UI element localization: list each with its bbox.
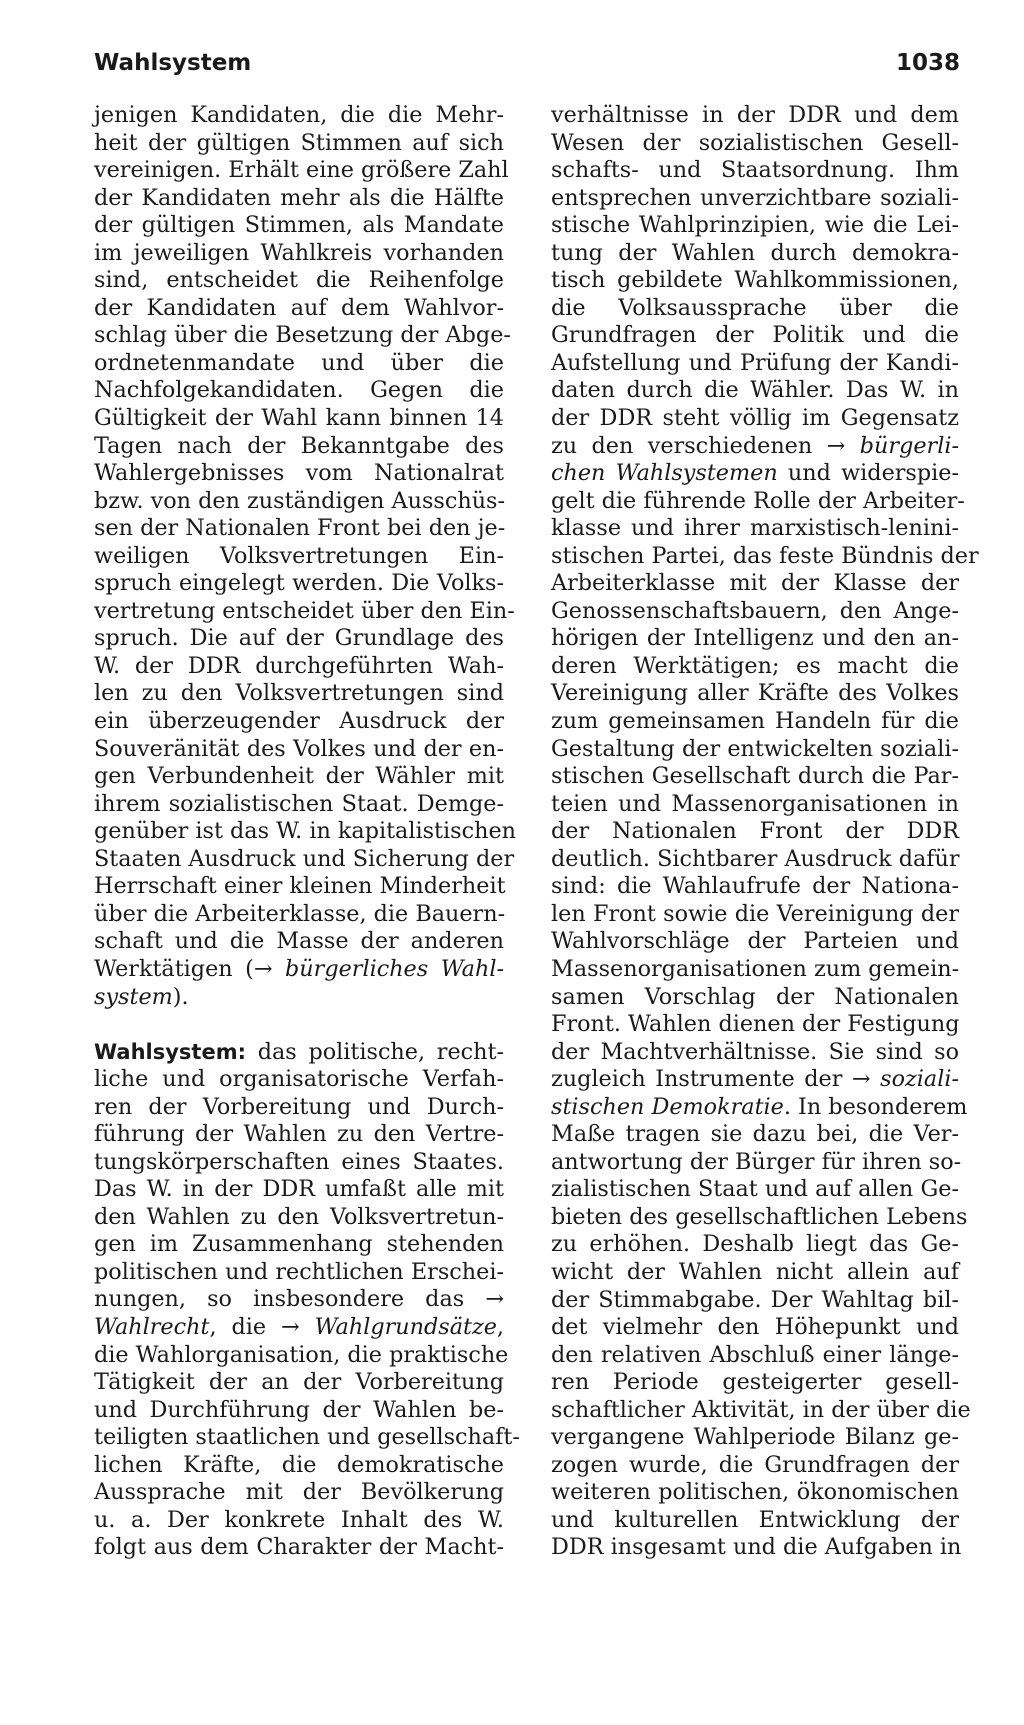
- text-line: [94, 873, 504, 901]
- text-line: [551, 1093, 968, 1122]
- text-segment: gen Verbundenheit der Wähler mit: [94, 763, 504, 790]
- text-segment: die Wahlorganisation, die praktische: [94, 1341, 509, 1368]
- text-line: [94, 322, 511, 350]
- text-segment: schaft und die Masse der anderen: [94, 928, 504, 955]
- text-segment: im jeweiligen Wahlkreis vorhanden: [94, 239, 504, 266]
- text-line: [94, 901, 504, 929]
- text-line: [94, 102, 504, 130]
- text-segment: ren der Vorbereitung und Durch-: [94, 1093, 504, 1120]
- text-line: [94, 377, 504, 405]
- text-line: [551, 846, 959, 874]
- text-segment: stische Wahlprinzipien, wie die Lei-: [551, 212, 959, 239]
- text-segment: sind, entscheidet die Reihenfolge: [94, 267, 504, 294]
- text-segment: Werktätigen (→: [94, 955, 286, 982]
- text-segment: Vereinigung aller Kräfte des Volkes: [551, 680, 959, 707]
- text-segment: zialistischen Staat und auf allen Ge-: [551, 1176, 959, 1203]
- text-segment: tungskörperschaften eines Staates.: [94, 1148, 504, 1175]
- text-line: [94, 763, 504, 791]
- text-segment: vereinigen. Erhält eine größere Zahl: [94, 157, 509, 184]
- text-segment: der DDR steht völlig im Gegensatz: [551, 405, 959, 432]
- text-line: [551, 350, 959, 378]
- text-line: [551, 515, 959, 543]
- text-line: [551, 433, 959, 461]
- text-line: [551, 763, 959, 791]
- text-segment: Wahlergebnisses vom Nationalrat: [94, 460, 504, 487]
- text-segment: antwortung der Bürger für ihren so-: [551, 1148, 962, 1175]
- text-line: [551, 542, 979, 571]
- text-segment: den relativen Abschluß einer länge-: [551, 1341, 959, 1368]
- text-segment: daten durch die Wähler. Das W. in: [551, 377, 959, 404]
- text-line: [551, 240, 959, 268]
- text-segment: klasse und ihrer marxistisch-lenini-: [551, 515, 959, 542]
- text-line: [94, 1369, 504, 1397]
- text-segment: vergangene Wahlperiode Bilanz ge-: [551, 1424, 959, 1451]
- text-line: [551, 487, 965, 516]
- text-line: [94, 212, 504, 240]
- text-line: [551, 1424, 959, 1452]
- text-line: [551, 680, 959, 708]
- text-line: [94, 984, 504, 1012]
- text-line: [94, 240, 504, 268]
- text-line: [551, 1396, 971, 1425]
- text-line: [551, 901, 959, 929]
- text-segment: Wahlvorschläge der Parteien und: [551, 928, 959, 955]
- text-segment: der Machtverhältnisse. Sie sind so: [551, 1038, 959, 1065]
- text-line: [551, 1259, 959, 1287]
- text-segment: der gültigen Stimmen, als Mandate: [94, 212, 504, 239]
- text-line: [551, 185, 959, 213]
- text-line: [551, 1176, 959, 1204]
- text-segment: len zu den Volksvertretungen sind: [94, 680, 504, 707]
- text-segment: nungen, so insbesondere das →: [94, 1286, 504, 1313]
- cross-reference: chen Wahlsystemen: [551, 460, 778, 487]
- text-line: [94, 1231, 504, 1259]
- text-line: [551, 1121, 959, 1149]
- text-segment: samen Vorschlag der Nationalen: [551, 983, 959, 1010]
- cross-reference: stischen Demokratie: [551, 1093, 784, 1120]
- text-line: [551, 130, 959, 158]
- text-segment: Gültigkeit der Wahl kann binnen 14: [94, 405, 504, 432]
- text-segment: sind: die Wahlaufrufe der Nationa-: [551, 873, 959, 900]
- text-segment: der Kandidaten mehr als die Hälfte: [94, 184, 504, 211]
- text-segment: stischen Gesellschaft durch die Par-: [551, 763, 959, 790]
- text-line: [94, 488, 504, 516]
- text-line: [551, 873, 959, 901]
- cross-reference: Wahlgrundsätze: [314, 1314, 497, 1341]
- text-segment: Aussprache mit der Bevölkerung: [94, 1479, 504, 1506]
- text-line: [551, 295, 959, 323]
- text-line: [94, 1534, 504, 1562]
- text-segment: der Stimmabgabe. Der Wahltag bil-: [551, 1286, 959, 1313]
- text-segment: ren Periode gesteigerter gesell-: [551, 1369, 959, 1396]
- cross-reference: system: [94, 983, 173, 1010]
- text-segment: führung der Wahlen zu den Vertre-: [94, 1121, 504, 1148]
- text-line: [94, 405, 504, 433]
- text-line: [94, 295, 504, 323]
- text-line: [94, 433, 504, 461]
- text-line: [94, 1341, 509, 1370]
- text-segment: heit der gültigen Stimmen auf sich: [94, 129, 504, 156]
- text-segment: vertretung entscheidet über den Ein-: [94, 597, 515, 624]
- text-segment: das politische, recht-: [245, 1038, 504, 1065]
- text-segment: Staaten Ausdruck und Sicherung der: [94, 845, 515, 872]
- text-segment: zugleich Instrumente der →: [551, 1066, 881, 1093]
- text-segment: Wesen der sozialistischen Gesell-: [551, 129, 959, 156]
- text-line: [551, 1011, 959, 1039]
- text-line: [94, 130, 504, 158]
- text-line: [551, 322, 959, 350]
- text-segment: ihrem sozialistischen Staat. Demge-: [94, 790, 504, 817]
- text-segment: der Nationalen Front der DDR: [551, 818, 959, 845]
- cross-reference: soziali-: [880, 1066, 959, 1093]
- cross-reference: Wahlrecht: [94, 1314, 210, 1341]
- text-line: [94, 625, 504, 653]
- text-line: [94, 543, 504, 571]
- text-segment: verhältnisse in der DDR und dem: [551, 102, 959, 128]
- text-line: [94, 157, 509, 185]
- text-line: [94, 1259, 504, 1287]
- text-line: [94, 818, 516, 846]
- text-line: [94, 653, 504, 681]
- text-line: [94, 1452, 504, 1480]
- text-segment: Genossenschaftsbauern, den Ange-: [551, 597, 959, 624]
- text-segment: ordnetenmandate und über die: [94, 349, 504, 376]
- text-line: [551, 625, 959, 653]
- text-segment: bzw. von den zuständigen Ausschüs-: [94, 487, 506, 514]
- text-segment: weiligen Volksvertretungen Ein-: [94, 542, 504, 569]
- text-line: [94, 1424, 520, 1452]
- text-line: [551, 1479, 959, 1507]
- text-line: [94, 956, 504, 984]
- text-line: [94, 350, 504, 378]
- text-segment: Front. Wahlen dienen der Festigung: [551, 1011, 960, 1038]
- text-segment: ,: [496, 1314, 504, 1341]
- text-line: [551, 1314, 959, 1342]
- text-segment: Nachfolgekandidaten. Gegen die: [94, 377, 504, 404]
- text-segment: tisch gebildete Wahlkommissionen,: [551, 267, 959, 294]
- text-line: [94, 185, 504, 213]
- text-line: [551, 708, 959, 736]
- text-segment: spruch eingelegt werden. Die Volks-: [94, 570, 504, 597]
- text-segment: über die Arbeiterklasse, die Bauern-: [94, 900, 506, 927]
- text-segment: Aufstellung und Prüfung der Kandi-: [551, 349, 959, 376]
- text-segment: zum gemeinsamen Handeln für die: [551, 708, 959, 735]
- text-line: [94, 928, 504, 956]
- text-segment: genüber ist das W. in kapitalistischen: [94, 818, 516, 845]
- text-line: [551, 1534, 962, 1562]
- text-segment: zu den verschiedenen →: [551, 432, 860, 459]
- text-segment: , die →: [209, 1314, 315, 1341]
- text-segment: Massenorganisationen zum gemein-: [551, 955, 960, 982]
- text-segment: schaftlicher Aktivität, in der über die: [551, 1396, 971, 1423]
- text-line: [551, 570, 959, 598]
- text-line: [94, 460, 504, 488]
- text-line: [551, 598, 959, 626]
- text-segment: DDR insgesamt und die Aufgaben in: [551, 1534, 962, 1561]
- text-line: [94, 1066, 504, 1094]
- text-line: [551, 102, 959, 130]
- text-segment: und kulturellen Entwicklung der: [551, 1506, 959, 1533]
- text-column-right: [551, 102, 979, 1562]
- text-segment: wicht der Wahlen nicht allein auf: [551, 1258, 959, 1285]
- text-line: [551, 1452, 959, 1480]
- text-segment: Gestaltung der entwickelten soziali-: [551, 735, 959, 762]
- text-line: [94, 736, 504, 764]
- text-segment: Maße tragen sie dazu bei, die Ver-: [551, 1121, 959, 1148]
- text-segment: ).: [172, 983, 189, 1010]
- text-line: [94, 1204, 504, 1232]
- text-segment: schafts- und Staatsordnung. Ihm: [551, 157, 959, 184]
- cross-reference: bürgerli-: [859, 432, 959, 459]
- text-segment: zogen wurde, die Grundfragen der: [551, 1451, 959, 1478]
- text-segment: det vielmehr den Höhepunkt und: [551, 1314, 959, 1341]
- text-line: [94, 1176, 504, 1204]
- text-segment: deutlich. Sichtbarer Ausdruck dafür: [551, 845, 960, 872]
- text-segment: Arbeiterklasse mit der Klasse der: [551, 570, 959, 597]
- text-line: [94, 1149, 504, 1177]
- text-segment: zu erhöhen. Deshalb liegt das Ge-: [551, 1231, 959, 1258]
- text-segment: ein überzeugender Ausdruck der: [94, 708, 504, 735]
- text-segment: und widerspie-: [777, 460, 959, 487]
- text-segment: sen der Nationalen Front bei den je-: [94, 515, 506, 542]
- text-line: [551, 1287, 959, 1315]
- text-line: [551, 267, 959, 295]
- text-segment: bieten des gesellschaftlichen Lebens: [551, 1203, 968, 1230]
- text-segment: schlag über die Besetzung der Abge-: [94, 322, 511, 349]
- text-line: [94, 1094, 504, 1122]
- cross-reference: bürgerliches Wahl-: [285, 955, 504, 982]
- text-line: [551, 460, 959, 488]
- text-segment: jenigen Kandidaten, die die Mehr-: [94, 102, 504, 128]
- text-segment: Tagen nach der Bekanntgabe des: [94, 432, 504, 459]
- page-number: 1038: [895, 50, 960, 76]
- text-segment: Tätigkeit der an der Vorbereitung: [94, 1369, 504, 1396]
- text-segment: teien und Massenorganisationen in: [551, 790, 959, 817]
- text-segment: politischen und rechtlichen Erschei-: [94, 1258, 504, 1285]
- text-segment: deren Werktätigen; es macht die: [551, 652, 959, 679]
- text-line: [551, 1203, 968, 1232]
- text-line: [94, 267, 504, 295]
- text-line: [94, 1121, 504, 1149]
- text-line: [551, 1369, 959, 1397]
- text-segment: liche und organisatorische Verfah-: [94, 1066, 504, 1093]
- text-line: [94, 1314, 504, 1342]
- text-line: [94, 680, 504, 708]
- text-segment: . In besonderem: [783, 1093, 968, 1120]
- text-line: [551, 405, 959, 433]
- running-head-title: Wahlsystem: [94, 50, 252, 76]
- text-segment: spruch. Die auf der Grundlage des: [94, 625, 504, 652]
- text-line: [94, 515, 504, 543]
- text-segment: gen im Zusammenhang stehenden: [94, 1231, 504, 1258]
- text-segment: Das W. in der DDR umfaßt alle mit: [94, 1176, 504, 1203]
- text-segment: weiteren politischen, ökonomischen: [551, 1479, 959, 1506]
- text-segment: folgt aus dem Charakter der Macht-: [94, 1534, 504, 1561]
- text-line: [551, 736, 959, 764]
- text-line: [551, 928, 959, 956]
- text-line: [551, 157, 959, 185]
- text-segment: die Volksaussprache über die: [551, 294, 959, 321]
- text-segment: entsprechen unverzichtbare soziali-: [551, 184, 959, 211]
- text-segment: den Wahlen zu den Volksvertretun-: [94, 1203, 504, 1230]
- text-line: [551, 1507, 959, 1535]
- text-line: [551, 818, 959, 846]
- text-line: [551, 984, 959, 1012]
- text-line: [551, 1342, 959, 1370]
- text-segment: u. a. Der konkrete Inhalt des W.: [94, 1506, 504, 1533]
- text-line: [94, 708, 504, 736]
- text-line: [94, 1397, 504, 1425]
- text-line: [94, 791, 504, 819]
- entry-headword: Wahlsystem:: [94, 1039, 246, 1064]
- text-line: [94, 1507, 504, 1535]
- text-line: [551, 653, 959, 681]
- text-segment: und Durchführung der Wahlen be-: [94, 1396, 504, 1423]
- text-line: [94, 845, 515, 874]
- text-segment: tung der Wahlen durch demokra-: [551, 239, 959, 266]
- text-line: [94, 1039, 504, 1067]
- text-line: [551, 956, 959, 984]
- text-column-left: [94, 102, 520, 1562]
- text-segment: W. der DDR durchgeführten Wah-: [94, 652, 504, 679]
- text-line: [551, 791, 959, 819]
- text-line: [551, 377, 959, 405]
- text-segment: Souveränität des Volkes und der en-: [94, 735, 504, 762]
- text-line: [551, 1231, 959, 1259]
- text-line: [94, 570, 504, 598]
- text-segment: Grundfragen der Politik und die: [551, 322, 959, 349]
- text-segment: der Kandidaten auf dem Wahlvor-: [94, 294, 504, 321]
- text-line: [94, 1286, 504, 1314]
- text-line: [551, 1148, 962, 1177]
- text-line: [94, 597, 515, 626]
- text-segment: lichen Kräfte, die demokratische: [94, 1451, 504, 1478]
- text-line: [94, 1479, 504, 1507]
- text-line: [551, 1066, 959, 1094]
- text-segment: stischen Partei, das feste Bündnis der: [551, 542, 979, 569]
- text-line: [551, 1039, 959, 1067]
- text-segment: gelt die führende Rolle der Arbeiter-: [551, 487, 965, 514]
- text-segment: len Front sowie die Vereinigung der: [551, 900, 959, 927]
- text-segment: Herrschaft einer kleinen Minderheit: [94, 873, 506, 900]
- text-segment: hörigen der Intelligenz und den an-: [551, 625, 959, 652]
- text-segment: teiligten staatlichen und gesellschaft-: [94, 1424, 520, 1451]
- text-line: [551, 212, 959, 240]
